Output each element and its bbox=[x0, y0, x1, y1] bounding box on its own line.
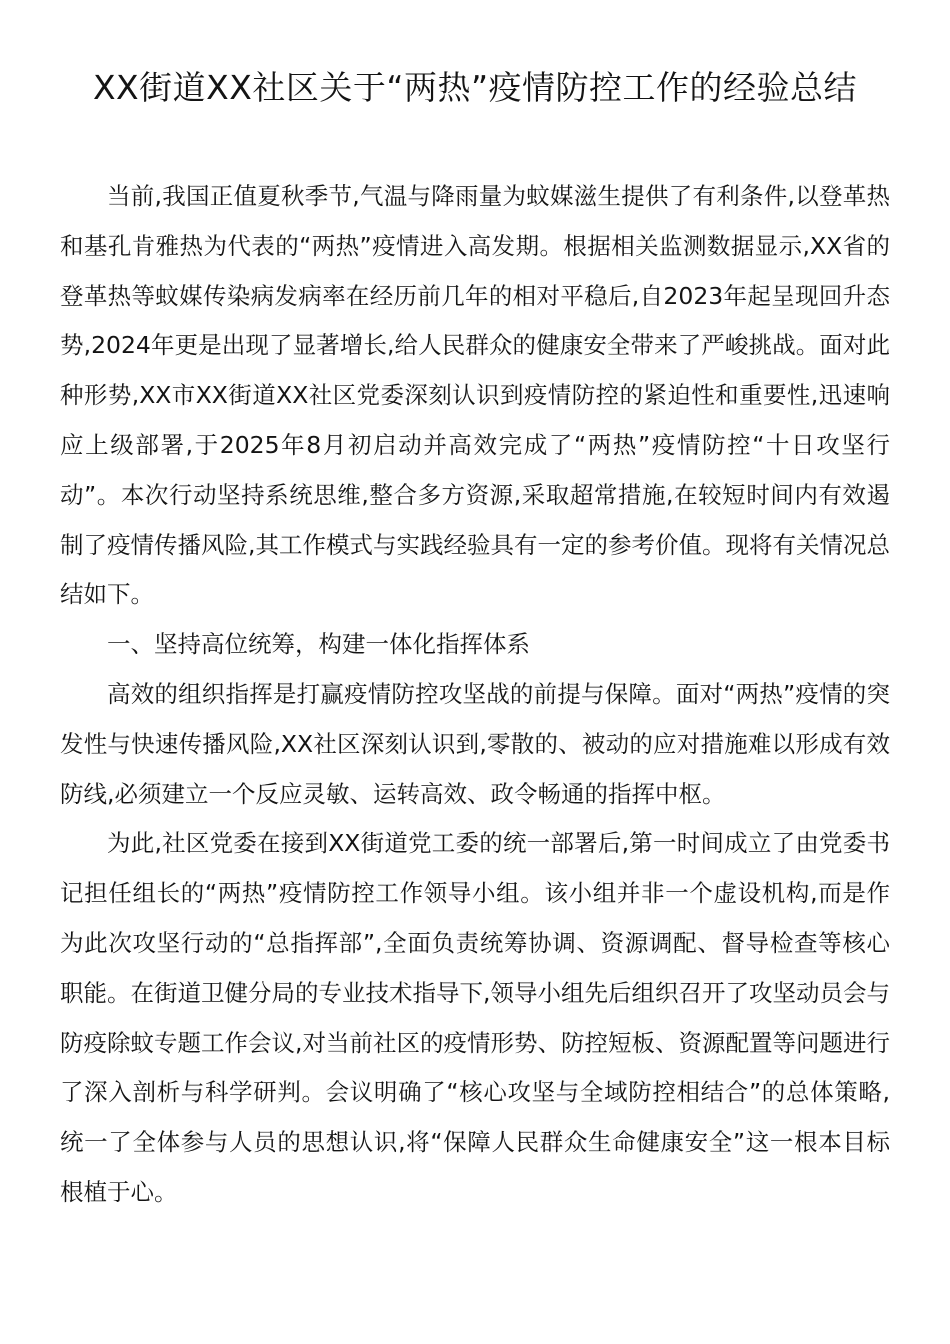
section-heading-1: 一、坚持高位统筹，构建一体化指挥体系 bbox=[107, 630, 530, 659]
document-title: XX街道XX社区关于“两热”疫情防控工作的经验总结 bbox=[92, 68, 858, 107]
intro-paragraph: 当前,我国正值夏秋季节,气温与降雨量为蚊媒滋生提供了有利条件,以登革热和基孔肯雅热为代表的“两热”疫情进入高发期。根据相关监测数据显示,XX省的登革热等蚊媒传染病发病率在经历前几年的相对平稳后,自2023年起呈现回升态势,2024年更是出现了显著增长,给人民群众的健康安全带来了严峻挑战。面对此种形势,XX市XX街道XX社区党委深刻认识到疫情防控的紧迫性和重要性,迅速响应上级部署,于2025年8月初启动并高效完成了“两热”疫情防控“十日攻坚行动”。本次行动坚持系统思维,整合多方资源,采取超常措施,在较短时间内有效遏制了疫情传播风险,其工作模式与实践经验具有一定的参考价值。现将有关情况总结如下。 bbox=[60, 182, 890, 609]
section-1-paragraph-2: 为此,社区党委在接到XX街道党工委的统一部署后,第一时间成立了由党委书记担任组长的“两热”疫情防控工作领导小组。该小组并非一个虚设机构,而是作为此次攻坚行动的“总指挥部”,全面负责统筹协调、资源调配、督导检查等核心职能。在街道卫健分局的专业技术指导下,领导小组先后组织召开了攻坚动员会与防疫除蚊专题工作会议,对当前社区的疫情形势、防控短板、资源配置等问题进行了深入剖析与科学研判。会议明确了“核心攻坚与全域防控相结合”的总体策略,统一了全体参与人员的思想认识,将“保障人民群众生命健康安全”这一根本目标根植于心。 bbox=[60, 829, 890, 1206]
document-body bbox=[60, 172, 890, 1218]
section-1-paragraph-1: 高效的组织指挥是打赢疫情防控攻坚战的前提与保障。面对“两热”疫情的突发性与快速传播风险,XX社区深刻认识到,零散的、被动的应对措施难以形成有效防线,必须建立一个反应灵敏、运转高效、政令畅通的指挥中枢。 bbox=[60, 679, 890, 808]
